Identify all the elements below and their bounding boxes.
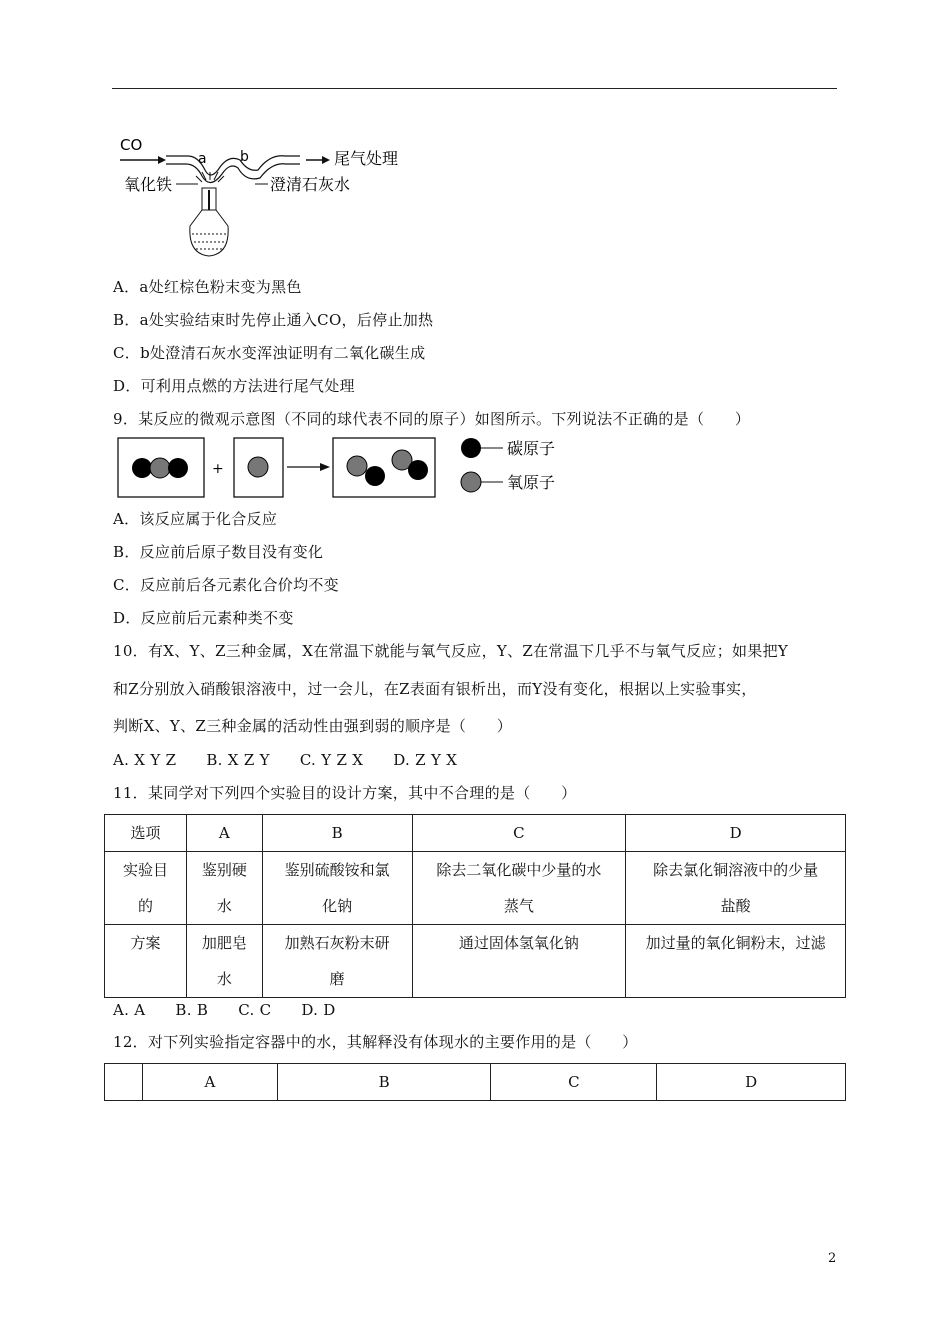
header-cell: [105, 1064, 143, 1101]
q11-option-c: C. C: [238, 1001, 272, 1019]
header-cell: 选项: [105, 815, 187, 852]
q10-option-a: A. X Y Z: [113, 751, 177, 769]
tail-gas-label: 尾气处理: [334, 149, 399, 168]
table-row: [105, 1064, 846, 1101]
q10-option-b: B. X Z Y: [206, 751, 270, 769]
q8-option-b: B．a处实验结束时先停止通入CO，后停止加热: [113, 311, 434, 329]
q8-option-c: C．b处澄清石灰水变浑浊证明有二氧化碳生成: [113, 344, 426, 362]
q11-table: [104, 814, 846, 998]
header-cell: C: [491, 1064, 657, 1101]
plan-d: 加过量的氧化铜粉末，过滤: [626, 925, 846, 998]
q10-line2: 和Z分别放入硝酸银溶液中，过一会儿，在Z表面有银析出，而Y没有变化，根据以上实验事实，: [113, 680, 757, 698]
header-cell: A: [186, 815, 262, 852]
table-row: [105, 815, 846, 852]
q11-option-b: B. B: [175, 1001, 209, 1019]
q9-option-a: A．该反应属于化合反应: [113, 510, 278, 528]
q11-option-a: A. A: [113, 1001, 146, 1019]
q10-options: [113, 750, 487, 770]
q10-line1: 10．有X、Y、Z三种金属，X在常温下就能与氧气反应，Y、Z在常温下几乎不与氧气反应；如果把Y: [113, 642, 789, 660]
header-cell: D: [626, 815, 846, 852]
plan-c: 通过固体氢氧化钠: [412, 925, 626, 998]
header-cell: A: [142, 1064, 277, 1101]
q11-options: [113, 1000, 366, 1020]
q9-stem: 9．某反应的微观示意图（不同的球代表不同的原子）如图所示。下列说法不正确的是（ ）: [113, 410, 751, 428]
reaction-micro-diagram: [117, 436, 577, 500]
plan-b: 加熟石灰粉末研 磨: [262, 925, 412, 998]
q10-option-c: C. Y Z X: [299, 751, 364, 769]
q10-line3: 判断X、Y、Z三种金属的活动性由强到弱的顺序是（ ）: [113, 717, 513, 735]
plus-sign: +: [212, 461, 224, 477]
row-label-plan: 方案: [105, 925, 187, 998]
q11-option-d: D. D: [301, 1001, 336, 1019]
header-cell: D: [657, 1064, 846, 1101]
q9-option-b: B．反应前后原子数目没有变化: [113, 543, 324, 561]
header-cell: B: [277, 1064, 491, 1101]
q9-option-d: D．反应前后元素种类不变: [113, 609, 294, 627]
purpose-c: 除去二氧化碳中少量的水 蒸气: [412, 852, 626, 925]
row-label-purpose: 实验目 的: [105, 852, 187, 925]
q9-option-c: C．反应前后各元素化合价均不变: [113, 576, 339, 594]
table-row: [105, 925, 846, 998]
purpose-a: 鉴别硬 水: [186, 852, 262, 925]
limewater-label: 澄清石灰水: [270, 175, 351, 194]
iron-oxide-label: 氧化铁: [124, 175, 173, 194]
q8-option-d: D．可利用点燃的方法进行尾气处理: [113, 377, 355, 395]
purpose-d: 除去氯化铜溶液中的少量 盐酸: [626, 852, 846, 925]
q12-table: [104, 1063, 846, 1101]
header-cell: B: [262, 815, 412, 852]
q10-option-d: D. Z Y X: [393, 751, 458, 769]
page-number: 2: [828, 1251, 837, 1266]
header-rule: [112, 88, 837, 89]
b-label: b: [240, 149, 249, 165]
plan-a: 加肥皂 水: [186, 925, 262, 998]
purpose-b: 鉴别硫酸铵和氯 化钠: [262, 852, 412, 925]
header-cell: C: [412, 815, 626, 852]
legend-oxygen: 氧原子: [507, 473, 556, 492]
q12-stem: 12．对下列实验指定容器中的水，其解释没有体现水的主要作用的是（ ）: [113, 1033, 638, 1051]
q11-stem: 11．某同学对下列四个实验目的设计方案，其中不合理的是（ ）: [113, 784, 577, 802]
co-reduction-diagram: [110, 130, 420, 265]
co-label: CO: [120, 136, 143, 154]
legend-carbon: 碳原子: [507, 439, 556, 458]
q8-option-a: A．a处红棕色粉末变为黑色: [113, 278, 302, 296]
table-row: [105, 852, 846, 925]
a-label: a: [198, 151, 207, 167]
